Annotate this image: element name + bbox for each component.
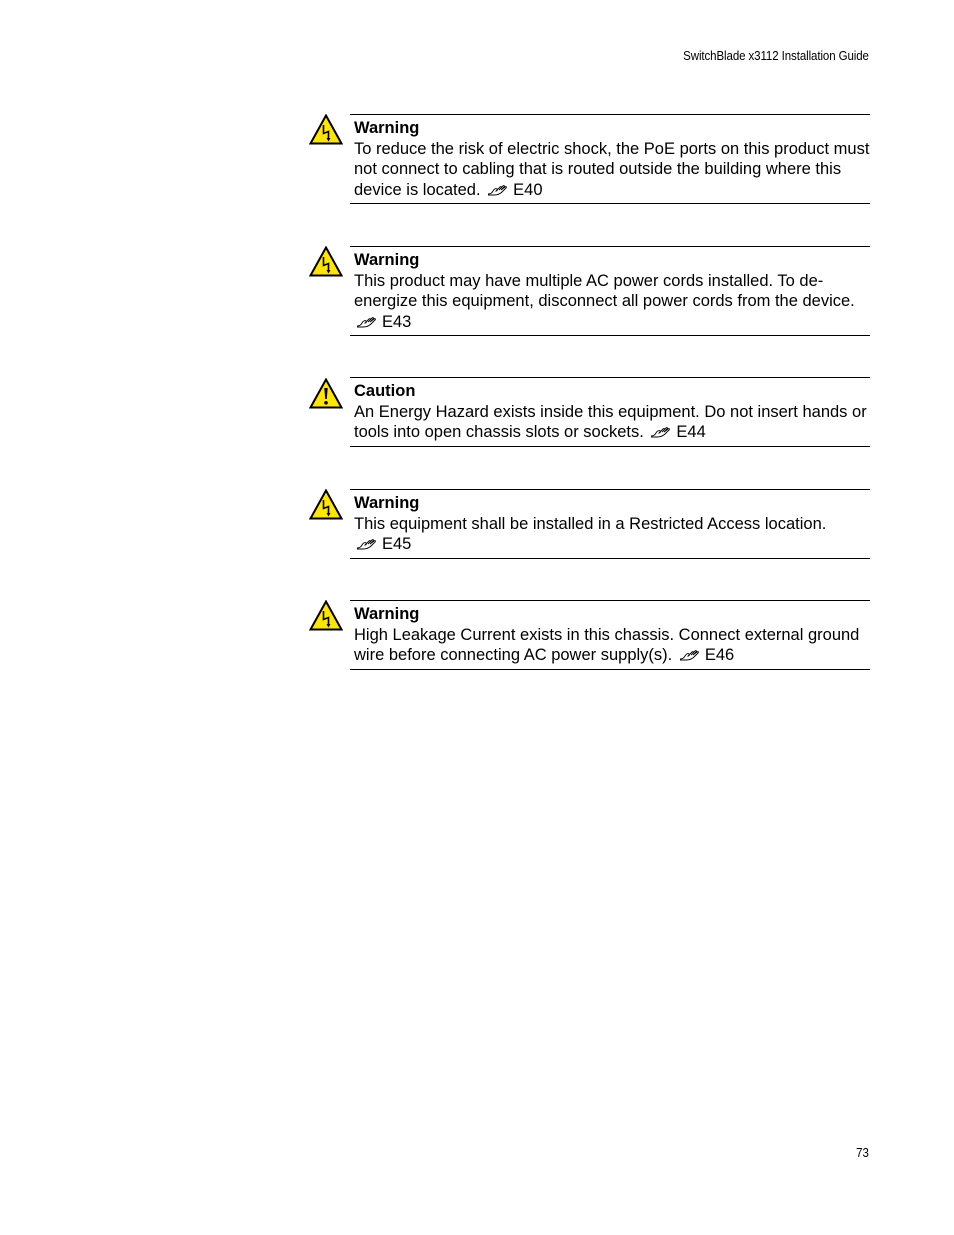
notice-ref-code: E45 <box>382 535 412 553</box>
notice-body <box>350 600 870 670</box>
notice-ref-code: E40 <box>513 180 543 199</box>
hand-pointer-icon <box>356 538 378 550</box>
notice-text: This equipment shall be installed in a Restricted Access location. <box>354 514 827 533</box>
electric-shock-warning-icon <box>309 114 343 145</box>
notice-body <box>350 377 870 447</box>
notice-ref-code: E46 <box>704 646 735 664</box>
page-number: 73 <box>856 1146 869 1160</box>
notice-body <box>350 114 870 204</box>
hand-pointer-icon <box>487 184 509 196</box>
notice-text: This product may have multiple AC power cords installed. To de-energize this equipment, disconnect all power cords from the device. <box>354 271 855 310</box>
hand-pointer-icon <box>650 426 672 438</box>
exclamation-caution-icon <box>309 378 343 409</box>
notice-text: High Leakage Current exists in this chassis. Connect external ground wire before connecting AC power supply(s). <box>354 625 860 664</box>
notice-title: Warning <box>354 605 420 623</box>
electric-shock-warning-icon <box>309 246 343 277</box>
electric-shock-warning-icon <box>309 600 343 631</box>
hand-pointer-icon <box>679 649 701 661</box>
notice-title: Warning <box>354 119 420 137</box>
notice-text: An Energy Hazard exists inside this equipment. Do not insert hands or tools into open chassis slots or sockets. <box>354 402 867 441</box>
electric-shock-warning-icon <box>309 489 343 520</box>
notice-ref-code: E43 <box>382 312 412 331</box>
hand-pointer-icon <box>356 316 378 328</box>
running-header: SwitchBlade x3112 Installation Guide <box>683 49 869 63</box>
notice-title: Caution <box>354 382 416 400</box>
notice-body <box>350 489 870 559</box>
notice-body <box>350 246 870 336</box>
notice-title: Warning <box>354 251 420 269</box>
notice-ref-code: E44 <box>676 423 706 441</box>
notice-title: Warning <box>354 494 420 512</box>
notice-text: To reduce the risk of electric shock, the PoE ports on this product must not connect to cabling that is routed outside the building where this device is located. <box>354 139 870 199</box>
